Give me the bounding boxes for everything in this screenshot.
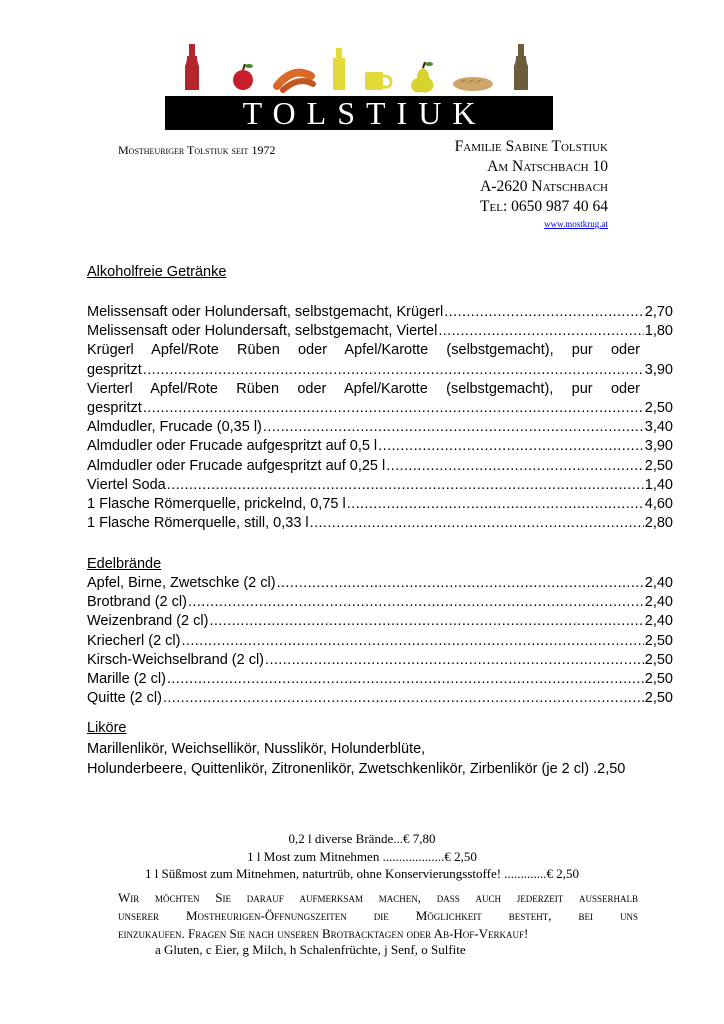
- item-name: 1 Flasche Römerquelle, prickelnd, 0,75 l: [87, 495, 346, 512]
- item-name: Almdudler oder Frucade aufgespritzt auf 0,25 l: [87, 457, 386, 474]
- item-price: 1,40: [644, 476, 673, 493]
- notice-line3: einzukaufen. Fragen Sie nach unseren Brotbacktagen oder Ab-Hof-Verkauf!: [118, 926, 529, 941]
- item-name: Kirsch-Weichselbrand (2 cl): [87, 651, 265, 668]
- address-line-street: Am Natschbach 10: [487, 158, 608, 175]
- dot-leader: [438, 322, 643, 341]
- brand-logo: [165, 40, 555, 135]
- extra-offer-line: 0,2 l diverse Brände...€ 7,80: [288, 831, 436, 846]
- menu-row: [87, 361, 673, 380]
- section-title-alcohol-free: Alkoholfreie Getränke: [87, 264, 227, 280]
- item-name: gespritzt: [87, 361, 142, 378]
- section-title-brandies: Edelbrände: [87, 556, 162, 572]
- pear-icon: [411, 62, 434, 93]
- menu-row: [87, 670, 673, 689]
- brandies-list: [87, 574, 673, 708]
- item-name: gespritzt: [87, 399, 142, 416]
- item-name: Apfel, Birne, Zwetschke (2 cl): [87, 575, 276, 591]
- item-price: 3,90: [644, 361, 673, 378]
- menu-row: [87, 303, 673, 322]
- item-price: 2,50: [644, 670, 673, 687]
- item-name: Brotbrand (2 cl): [87, 594, 187, 611]
- item-price: 4,60: [644, 495, 673, 512]
- item-name: Viertel Soda: [87, 476, 166, 493]
- menu-row-line1: [87, 380, 673, 399]
- menu-row: [87, 651, 673, 670]
- menu-row: [87, 593, 673, 612]
- item-price: 2,70: [644, 304, 673, 320]
- olive-bottle-icon: [514, 44, 528, 90]
- tagline: Mostheuriger Tolstiuk seit 1972: [118, 143, 276, 157]
- menu-row: [87, 399, 673, 418]
- brand-name: TOLSTIUK: [242, 95, 487, 131]
- menu-row: [87, 689, 673, 708]
- menu-row: [87, 437, 673, 456]
- extra-offer-line: 1 l Most zum Mitnehmen ...................€ 2,50: [247, 849, 477, 864]
- menu-row: [87, 612, 673, 631]
- dot-leader: [263, 418, 644, 437]
- sausage-icon: [277, 73, 313, 90]
- dot-leader: [143, 361, 644, 380]
- liqueur-line2: Holunderbeere, Quittenlikör, Zitronenlikör, Zwetschkenlikör, Zirbenlikör (je 2 cl) .2,50: [87, 760, 626, 777]
- logo-icon-strip: [165, 40, 555, 96]
- liqueur-list: [87, 740, 677, 779]
- dot-leader: [277, 574, 644, 593]
- item-price: 2,40: [644, 613, 673, 630]
- menu-row-line1: [87, 341, 673, 360]
- item-price: 3,40: [644, 419, 673, 436]
- dot-leader: [265, 651, 644, 670]
- website-link[interactable]: www.mostkrug.at: [544, 219, 608, 229]
- item-name-line1: Krügerl Apfel/Rote Rüben oder Apfel/Karotte (selbstgemacht), pur oder: [87, 342, 640, 359]
- red-bottle-icon: [185, 44, 199, 90]
- menu-row: [87, 418, 673, 437]
- liqueur-line1: Marillenlikör, Weichsellikör, Nusslikör, Holunderblüte,: [87, 741, 426, 757]
- alcohol-free-list: [87, 303, 673, 533]
- dot-leader: [188, 593, 644, 612]
- item-price: 2,50: [644, 690, 673, 707]
- dot-leader: [167, 670, 644, 689]
- menu-row: [87, 476, 673, 495]
- item-name: Quitte (2 cl): [87, 690, 162, 707]
- menu-row: [87, 574, 673, 593]
- menu-row: [87, 322, 673, 341]
- address-line-city: A-2620 Natschbach: [480, 178, 608, 195]
- item-name: 1 Flasche Römerquelle, still, 0,33 l: [87, 515, 309, 532]
- dot-leader: [143, 399, 644, 418]
- item-price: 2,50: [644, 399, 673, 416]
- notice-line2: unserer Mostheurigen-Öffnungszeiten die Möglichkeit besteht, bei uns: [118, 908, 638, 923]
- item-name: Marille (2 cl): [87, 670, 166, 687]
- dot-leader: [444, 303, 644, 322]
- extra-offer-line: 1 l Süßmost zum Mitnehmen, naturtrüb, ohne Konservierungsstoffe! .............€ 2,50: [144, 866, 580, 881]
- apple-icon: [233, 64, 253, 90]
- dot-leader: [386, 457, 644, 476]
- dot-leader: [209, 612, 643, 631]
- menu-row: [87, 514, 673, 533]
- item-price: 1,80: [644, 323, 673, 340]
- address-line-family: Familie Sabine Tolstiuk: [454, 138, 608, 155]
- item-name: Melissensaft oder Holundersaft, selbstgemacht, Krügerl: [87, 304, 444, 320]
- dot-leader: [378, 437, 644, 456]
- item-price: 2,50: [644, 632, 673, 649]
- mug-icon: [365, 72, 391, 90]
- item-price: 2,50: [644, 457, 673, 474]
- item-name: Kriecherl (2 cl): [87, 632, 181, 649]
- dot-leader: [310, 514, 644, 533]
- dot-leader: [163, 689, 644, 708]
- menu-row: [87, 457, 673, 476]
- item-name: Weizenbrand (2 cl): [87, 613, 209, 630]
- section-title-liqueurs: Liköre: [87, 720, 127, 736]
- menu-row: [87, 632, 673, 651]
- item-price: 2,40: [644, 594, 673, 611]
- dot-leader: [347, 495, 644, 514]
- item-price: 3,90: [644, 438, 673, 455]
- item-name-line1: Vierterl Apfel/Rote Rüben oder Apfel/Karotte (selbstgemacht), pur oder: [87, 380, 640, 397]
- allergen-legend: a Gluten, c Eier, g Milch, h Schalenfrüchte, j Senf, o Sulfite: [155, 942, 466, 957]
- address-line-phone: Tel: 0650 987 40 64: [480, 198, 608, 215]
- item-price: 2,50: [644, 651, 673, 668]
- sales-notice: [118, 889, 638, 943]
- notice-line1: Wir möchten Sie darauf aufmerksam machen, dass auch jederzeit ausserhalb: [118, 890, 638, 905]
- item-price: 2,40: [644, 575, 673, 591]
- dot-leader: [181, 632, 643, 651]
- brand-bar: [165, 96, 553, 130]
- yellow-bottle-icon: [333, 48, 345, 90]
- address-block: [455, 137, 608, 217]
- bread-icon: [453, 77, 493, 91]
- item-name: Almdudler oder Frucade aufgespritzt auf 0,5 l: [87, 438, 378, 455]
- dot-leader: [167, 476, 644, 495]
- item-name: Almdudler, Frucade (0,35 l): [87, 419, 262, 436]
- item-name: Melissensaft oder Holundersaft, selbstgemacht, Viertel: [87, 323, 438, 340]
- item-price: 2,80: [644, 515, 673, 532]
- menu-row: [87, 495, 673, 514]
